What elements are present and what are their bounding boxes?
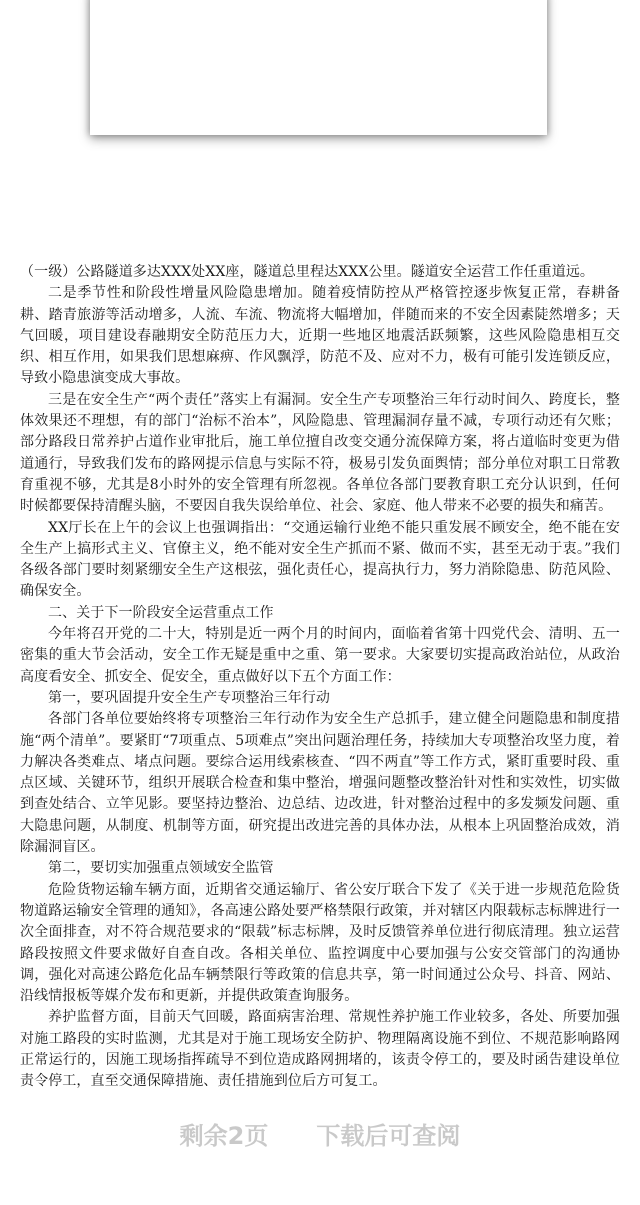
paragraph-seasonal-risk: 二是季节性和阶段性增量风险隐患增加。随着疫情防控从严格管控逐步恢复正常，春耕备耕、踏青旅游等活动增多，人流、车流、物流将大幅增加，伴随而来的不安全因素陡然增多；天气回暖，项目建设春融期安全防范压力大，近期一些地区地震活跃频繁，这些风险隐患相互交织、相互作用，如果我们思想麻痹、作风飘浮，防范不及、应对不力，极有可能引发连锁反应，导致小隐患演变成大事故。 [20,285,620,387]
paragraph-hazmat-vehicles: 危险货物运输车辆方面，近期省交通运输厅、省公安厅联合下发了《关于进一步规范危险货物道路运输安全管理的通知》，各高速公路处要严格禁限行政策，并对辖区内限载标志标牌进行一次全面排查，对不符合规范要求的“限载”标志标牌，及时反馈管养单位进行彻底清理。独立运营路段按照文件要求做好自查自改。各相关单位、监控调度中心要加强与公安交管部门的沟通协调，强化对高速公路危化品车辆禁限行等政策的信息共享，第一时间通过公众号、抖音、网站、沿线情报板等媒介发布和更新，并提供政策查询服务。 [20,881,620,1005]
download-to-view-text: 下载后可查阅 [316,1122,461,1150]
section-heading-key-work: 二、关于下一阶段安全运营重点工作 [48,604,274,621]
download-prompt[interactable] [0,1118,640,1154]
remaining-pages-text: 剩余2页 [179,1122,269,1150]
paragraph-maintenance-supervision: 养护监督方面，目前天气回暖，路面病害治理、常规性养护施工作业较多，各处、所要加强对施工路段的实时监测，尤其是对于施工现场安全防护、物理隔离设施不到位、不规范影响路网正常运行的，因施工现场指挥疏导不到位造成路网拥堵的，该责令停工的，要及时函告建设单位责令停工，直至交通保障措施、责任措施到位后方可复工。 [20,1009,620,1090]
paragraph-tunnel-stats: （一级）公路隧道多达XXX处XX座，隧道总里程达XXX公里。隧道安全运营工作任重道远。 [20,264,595,280]
paragraph-political-stance: 今年将召开党的二十大，特别是近一两个月的时间内，面临着省第十四党代会、清明、五一密集的重大节会活动，安全工作无疑是重中之重、第一要求。大家要切实提高政治站位，从政治高度看安全、抓安全、促安全，重点做好以下五个方面工作： [20,626,620,685]
subheading-first: 第一，要巩固提升安全生产专项整治三年行动 [48,689,330,706]
paragraph-director-remarks: XX厅长在上午的会议上也强调指出：“交通运输行业绝不能只重发展不顾安全，绝不能在安全生产上搞形式主义、官僚主义，绝不能对安全生产抓而不紧、做而不实，甚至无动于衷。”我们各级各部门要时刻紧绷安全生产这根弦，强化责任心，提高执行力，努力消除隐患、防范风险、确保安全。 [20,519,620,600]
previous-page-preview [90,0,547,135]
paragraph-special-rectification: 各部门各单位要始终将专项整治三年行动作为安全生产总抓手，建立健全问题隐患和制度措施“两个清单”。要紧盯“7项重点、5项难点”突出问题治理任务，持续加大专项整治攻坚力度，着力解决各类难点、堵点问题。要综合运用线索核查、“四不两直”等工作方式，紧盯重要时段、重点区域、关键环节，组织开展联合检查和集中整治，增强问题整改整治针对性和实效性，切实做到查处结合、立竿见影。要坚持边整治、边总结、边改进，针对整治过程中的多发频发问题、重大隐患问题，从制度、机制等方面，研究提出改进完善的具体办法，从根本上巩固整治成效，消除漏洞盲区。 [20,711,620,856]
document-body [20,262,620,1093]
subheading-second: 第二，要切实加强重点领域安全监管 [48,860,274,877]
paragraph-responsibility-gaps: 三是在安全生产“两个责任”落实上有漏洞。安全生产专项整治三年行动时间久、跨度长，整体效果还不理想，有的部门“治标不治本”，风险隐患、管理漏洞存量不减，专项行动还有欠账；部分路段日常养护占道作业审批后，施工单位擅自改变交通分流保障方案，将占道临时变更为借道通行，导致我们发布的路网提示信息与实际不符，极易引发负面舆情；部分单位对职工日常教育重视不够，尤其是8小时外的安全管理有所忽视。各单位各部门要教育职工充分认识到，任何时候都要保持清醒头脑，不要因自我失误给单位、社会、家庭、他人带来不必要的损失和痛苦。 [20,391,620,515]
